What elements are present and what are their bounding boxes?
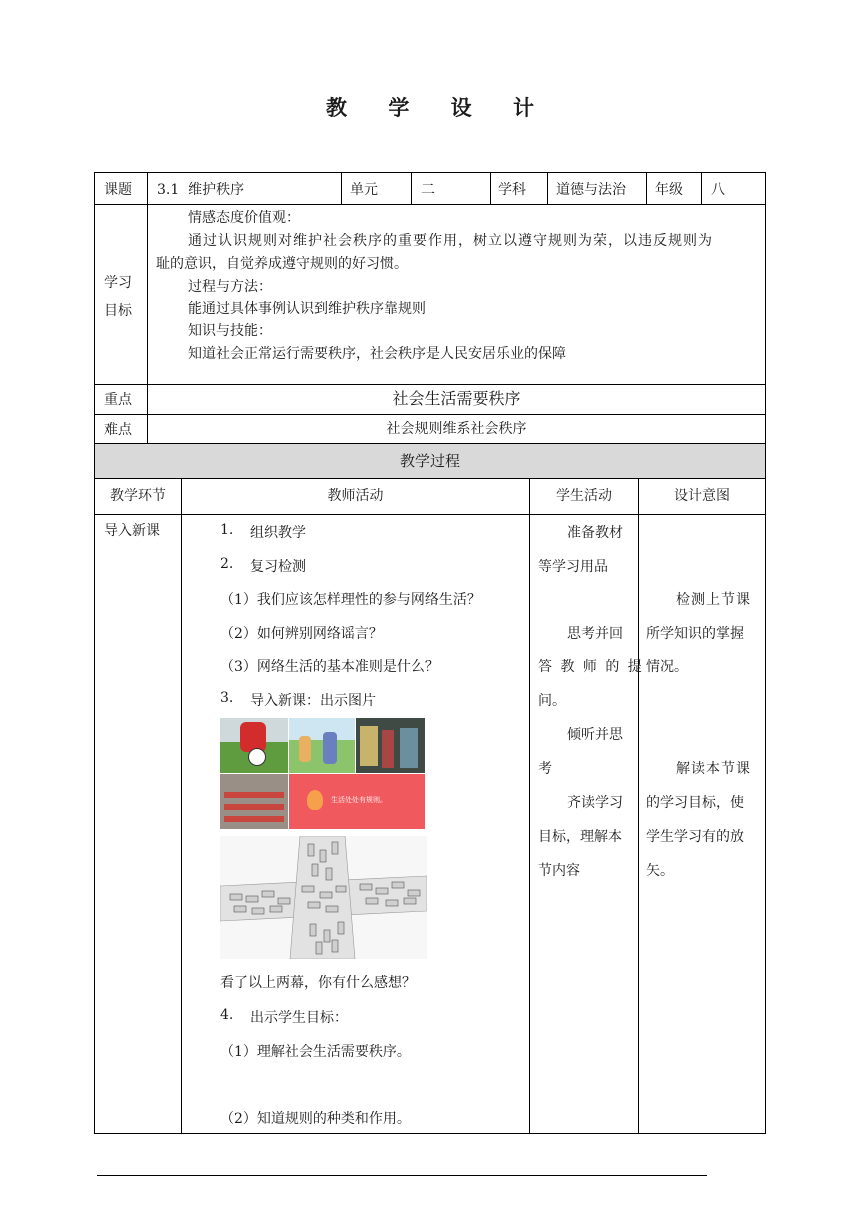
column-header-student: 学生活动	[556, 488, 612, 504]
objective-line: 能通过具体事例认识到维护秩序靠规则	[188, 301, 426, 317]
course-value: 3.1 维护秩序	[157, 182, 245, 198]
student-line: 目标，理解本	[538, 829, 622, 845]
intent-line: 检测上节课	[676, 592, 751, 608]
review-question: （3）网络生活的基本准则是什么？	[220, 659, 439, 675]
learning-goal: （2）知道规则的种类和作用。	[220, 1111, 411, 1127]
student-line: 等学习用品	[538, 559, 608, 575]
classroom-photo	[220, 774, 288, 829]
process-header	[95, 444, 765, 478]
objective-line: 情感态度价值观：	[188, 210, 300, 226]
intent-line: 的学习目标，使	[646, 795, 744, 811]
student-line: 节内容	[538, 863, 580, 879]
intent-line: 情况。	[646, 659, 688, 675]
caption-panel	[289, 774, 425, 829]
unit-label: 单元	[350, 182, 378, 198]
grade-label: 年级	[655, 182, 683, 198]
item-number: 3.	[220, 690, 234, 706]
intent-line: 矢。	[646, 863, 674, 879]
objectives-label-1: 学习	[104, 275, 132, 291]
unit-value: 二	[421, 182, 435, 198]
footer-rule	[97, 1175, 707, 1176]
item-number: 2.	[220, 556, 234, 572]
objective-line: 耻的意识，自觉养成遵守规则的好习惯。	[156, 256, 408, 272]
student-line: 准备教材	[567, 525, 623, 541]
objective-line: 知识与技能：	[188, 323, 272, 339]
key-point-label: 重点	[104, 392, 132, 408]
difficulty-value: 社会规则维系社会秩序	[386, 421, 527, 437]
stage-label: 导入新课	[104, 523, 160, 539]
student-line: 问。	[538, 693, 566, 709]
intent-line: 学生学习有的放	[646, 829, 744, 845]
student-line: 齐读学习	[567, 795, 623, 811]
student-line: 考	[538, 761, 552, 777]
playground-photo	[289, 718, 355, 773]
collage-caption: 生活处处有规则。	[331, 796, 387, 804]
intent-line: 解读本节课	[676, 761, 751, 777]
reflection-question: 看了以上两幕，你有什么感想？	[220, 975, 416, 991]
objective-line: 过程与方法：	[188, 279, 272, 295]
item-text: 复习检测	[250, 559, 306, 575]
student-line: 倾听并思	[567, 727, 623, 743]
student-line: 答 教 师 的 提	[538, 659, 644, 675]
subject-label: 学科	[498, 182, 526, 198]
item-text: 组织教学	[250, 525, 306, 541]
review-question: （2）如何辨别网络谣言？	[220, 626, 383, 642]
item-number: 4.	[220, 1007, 234, 1023]
intent-line: 所学知识的掌握	[646, 626, 744, 642]
objective-line: 通过认识规则对维护社会秩序的重要作用，树立以遵守规则为荣，以违反规则为	[188, 233, 713, 249]
item-text: 出示学生目标：	[250, 1010, 348, 1026]
column-header-teacher: 教师活动	[327, 488, 384, 504]
key-point-value: 社会生活需要秩序	[392, 389, 521, 408]
grade-value: 八	[711, 182, 725, 198]
review-question: （1）我们应该怎样理性的参与网络生活？	[220, 592, 481, 608]
fox-mascot-icon	[307, 790, 323, 810]
process-header-label: 教学过程	[399, 452, 460, 470]
photo-collage	[220, 718, 425, 829]
column-header-intent: 设计意图	[674, 488, 730, 504]
learning-goal: （1）理解社会生活需要秩序。	[220, 1044, 411, 1060]
queue-photo	[356, 718, 425, 773]
traffic-illustration	[220, 836, 427, 959]
course-label: 课题	[104, 182, 132, 198]
objective-line: 知道社会正常运行需要秩序，社会秩序是人民安居乐业的保障	[188, 346, 566, 362]
item-number: 1.	[220, 522, 234, 538]
column-header-stage: 教学环节	[110, 488, 166, 504]
subject-value: 道德与法治	[556, 182, 626, 198]
football-photo	[220, 718, 288, 773]
student-line: 思考并回	[567, 626, 623, 642]
item-text: 导入新课：出示图片	[250, 693, 376, 709]
objectives-label-2: 目标	[104, 303, 132, 319]
difficulty-label: 难点	[104, 422, 132, 438]
page-title: 教 学 设 计	[326, 95, 551, 120]
